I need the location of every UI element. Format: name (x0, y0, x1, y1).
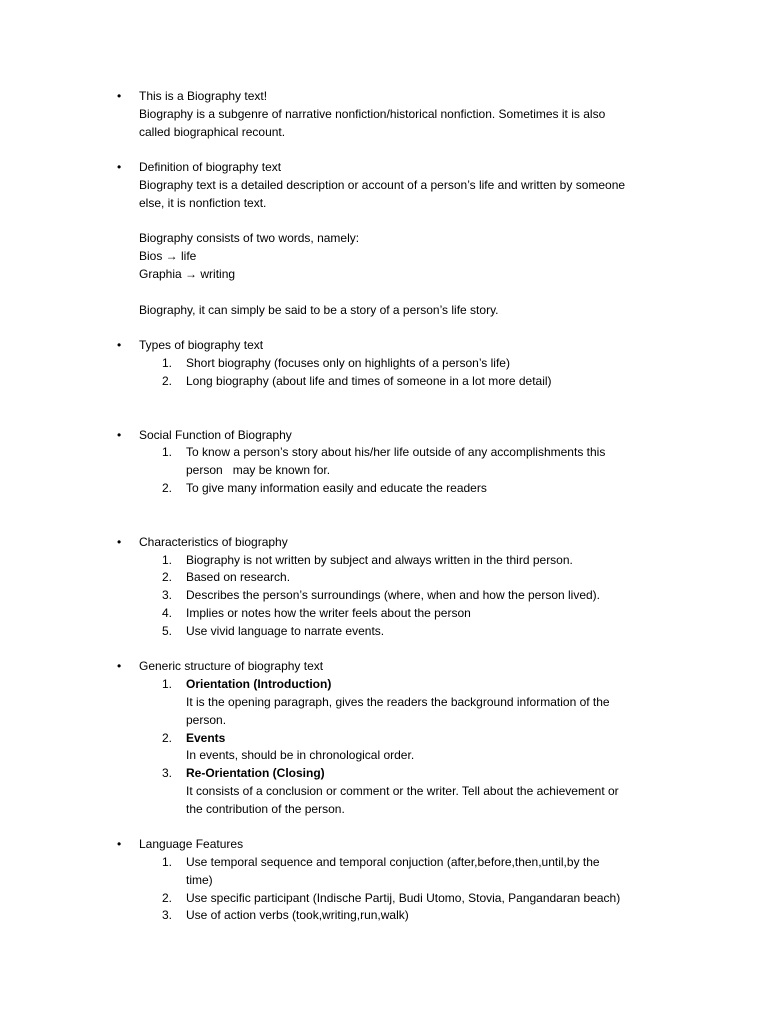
section-heading: Language Features (139, 837, 244, 852)
section-social-function (117, 427, 699, 498)
list-item-text: Short biography (focuses only on highlights of a person’s life) (186, 355, 510, 370)
section-types (117, 337, 699, 390)
list-item (139, 605, 699, 623)
paragraph-line: else, it is nonfiction text. (139, 195, 267, 210)
list-number: 4. (162, 605, 173, 620)
list-number: 2. (162, 480, 173, 495)
definition-bios: Bios → life (139, 249, 197, 264)
list-item-text: time) (186, 872, 213, 887)
list-item-text: Use temporal sequence and temporal conjuction (after,before,then,until,by the (186, 855, 600, 870)
list-item (139, 552, 699, 570)
list-item (139, 907, 699, 925)
section-heading: This is a Biography text! (139, 89, 268, 103)
list-number: 3. (162, 766, 173, 781)
list-item-text: It is the opening paragraph, gives the readers the background information of the (186, 694, 610, 709)
list-item-text: the contribution of the person. (186, 801, 345, 816)
list-number: 1. (162, 552, 173, 567)
list-number: 2. (162, 373, 173, 388)
list-number: 2. (162, 570, 173, 585)
list-item (139, 854, 699, 890)
bullet: • (117, 534, 122, 549)
numbered-list (139, 552, 699, 641)
list-number: 1. (162, 855, 173, 870)
section-characteristics (117, 534, 699, 641)
paragraph-line: Biography is a subgenre of narrative nonfiction/historical nonfiction. Sometimes it is also (139, 106, 606, 121)
paragraph-line: Biography, it can simply be said to be a story of a person’s life story. (139, 302, 499, 317)
list-item (139, 623, 699, 641)
list-item (139, 569, 699, 587)
numbered-list (139, 444, 699, 497)
bullet: • (117, 338, 122, 353)
bullet: • (117, 837, 122, 852)
list-item (139, 890, 699, 908)
list-item-text: It consists of a conclusion or comment or the writer. Tell about the achievement or (186, 783, 619, 798)
list-number: 1. (162, 445, 173, 460)
list-item (139, 373, 699, 391)
list-item (139, 444, 699, 480)
section-definition (117, 159, 699, 319)
list-item-text: To know a person’s story about his/her life outside of any accomplishments this (186, 445, 606, 460)
list-number: 2. (162, 890, 173, 905)
paragraph-line: called biographical recount. (139, 124, 286, 139)
list-number: 1. (162, 677, 173, 692)
list-number: 2. (162, 730, 173, 745)
bullet: • (117, 427, 122, 442)
section-heading: Types of biography text (139, 338, 264, 353)
list-item (139, 676, 699, 729)
section-generic-structure (117, 658, 699, 818)
list-item (139, 730, 699, 766)
list-item-text: Use of action verbs (took,writing,run,walk) (186, 908, 409, 923)
section-intro (117, 88, 699, 141)
list-item-text: Use specific participant (Indische Partij, Budi Utomo, Stovia, Pangandaran beach) (186, 890, 621, 905)
list-number: 5. (162, 623, 173, 638)
bullet: • (117, 89, 122, 103)
section-heading: Generic structure of biography text (139, 659, 324, 674)
list-item-text: To give many information easily and educate the readers (186, 480, 487, 495)
list-number: 3. (162, 908, 173, 923)
list-item (139, 355, 699, 373)
numbered-list (139, 355, 699, 391)
list-item-text: In events, should be in chronological order. (186, 748, 415, 763)
paragraph-line: Biography text is a detailed description or account of a person’s life and written by someone (139, 177, 626, 192)
list-item-title: Orientation (Introduction) (186, 677, 332, 692)
list-item-text: Implies or notes how the writer feels about the person (186, 605, 471, 620)
list-item-text: Based on research. (186, 570, 291, 585)
bullet: • (117, 160, 122, 175)
list-item-text: Biography is not written by subject and always written in the third person. (186, 552, 573, 567)
list-number: 3. (162, 588, 173, 603)
definition-graphia: Graphia → writing (139, 266, 236, 281)
list-item-title: Events (186, 730, 226, 745)
section-heading: Social Function of Biography (139, 427, 292, 442)
document-content (117, 88, 699, 925)
numbered-list (139, 854, 699, 925)
list-item-text: Describes the person’s surroundings (where, when and how the person lived). (186, 588, 601, 603)
paragraph-line: Biography consists of two words, namely: (139, 231, 360, 246)
section-heading: Characteristics of biography (139, 534, 288, 549)
list-item-text: person may be known for. (186, 463, 331, 478)
list-item-text: person. (186, 712, 227, 727)
numbered-list (139, 676, 699, 818)
list-item-text: Use vivid language to narrate events. (186, 623, 385, 638)
list-item-text: Long biography (about life and times of someone in a lot more detail) (186, 373, 552, 388)
list-item (139, 587, 699, 605)
list-item (139, 480, 699, 498)
section-heading: Definition of biography text (139, 160, 282, 175)
bullet: • (117, 659, 122, 674)
list-item-title: Re-Orientation (Closing) (186, 766, 325, 781)
list-number: 1. (162, 355, 173, 370)
section-language-features (117, 836, 699, 925)
list-item (139, 765, 699, 818)
